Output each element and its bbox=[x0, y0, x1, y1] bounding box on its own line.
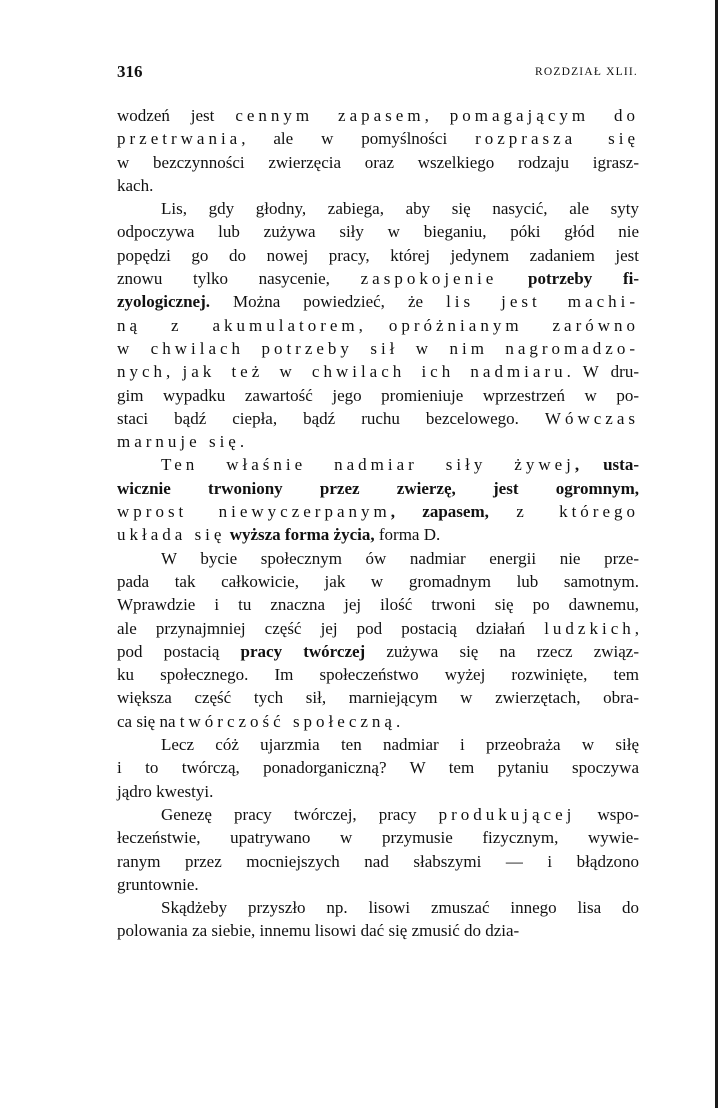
text-segment: rozprasza się bbox=[475, 129, 639, 149]
text-line bbox=[117, 430, 639, 453]
text-line bbox=[117, 663, 639, 686]
text-segment: ną z akumulatorem bbox=[117, 315, 359, 335]
text-segment: wicznie trwoniony przez zwierzę, jest ogromnym, bbox=[117, 478, 639, 498]
text-line bbox=[117, 151, 639, 174]
text-segment: Lecz cóż ujarzmia ten nadmiar i przeobraża w siłę bbox=[161, 735, 639, 755]
text-segment: potrzeby fi- bbox=[497, 269, 639, 289]
text-line bbox=[117, 337, 639, 360]
text-segment: w bezczynności zwierzęcia oraz wszelkiego rodzaju igrasz- bbox=[117, 152, 639, 172]
text-segment: ranym przez mocniejszych nad słabszymi — i błądzono bbox=[117, 851, 639, 871]
text-segment: pada tak całkowicie, jak w gromadnym lub samotnym. bbox=[117, 571, 639, 591]
text-line bbox=[117, 453, 639, 476]
text-line bbox=[117, 873, 639, 896]
text-segment: pracy twórczej bbox=[240, 641, 366, 661]
text-segment: Ten właśnie nadmiar siły żywej bbox=[161, 455, 575, 475]
text-segment: Lis, gdy głodny, zabiega, aby się nasycić, ale syty bbox=[161, 199, 639, 219]
text-segment: Genezę pracy twórczej, pracy bbox=[161, 804, 439, 824]
text-segment: , usta- bbox=[574, 455, 639, 475]
text-segment: w chwilach potrzeby sił w nim nagromadzo- bbox=[117, 338, 639, 358]
text-segment: , ale w pomyślności bbox=[241, 129, 476, 149]
text-segment: łeczeństwie, upatrywano w przymusie fizycznym, wywie- bbox=[117, 828, 639, 848]
text-segment: ca się na bbox=[117, 711, 180, 731]
text-segment: cennym zapasem bbox=[235, 106, 425, 125]
text-segment: Wprawdzie i tu znaczna jej ilość trwoni się po dawnemu, bbox=[117, 595, 639, 615]
text-segment: popędzi go do nowej pracy, której jedynem zadaniem jest bbox=[117, 245, 639, 265]
text-segment: wodzeń jest bbox=[117, 106, 236, 125]
text-segment: wprost niewyczerpanym bbox=[117, 502, 391, 522]
text-line bbox=[117, 896, 639, 919]
text-segment: gruntownie. bbox=[117, 874, 199, 894]
text-segment bbox=[489, 502, 516, 521]
text-line bbox=[117, 384, 639, 407]
text-line bbox=[117, 756, 639, 779]
text-line bbox=[117, 197, 639, 220]
text-line bbox=[117, 780, 639, 803]
text-line bbox=[117, 826, 639, 849]
text-segment: Wówczas bbox=[544, 408, 639, 428]
body-text bbox=[117, 104, 639, 943]
text-segment: , bbox=[634, 618, 639, 638]
text-segment: zaspokojenie bbox=[360, 269, 498, 289]
text-line bbox=[117, 733, 639, 756]
text-segment: gim wypadku zawartość jego promieniuje wprzestrzeń w po- bbox=[117, 385, 639, 405]
text-line bbox=[117, 500, 639, 523]
text-line bbox=[117, 244, 639, 267]
text-segment: układa się bbox=[117, 525, 226, 545]
text-line bbox=[117, 803, 639, 826]
text-line bbox=[117, 523, 639, 546]
text-segment: twórczość społeczną bbox=[179, 711, 396, 731]
text-segment: i to twórczą, ponadorganiczną? W tem pytaniu spoczywa bbox=[117, 758, 639, 778]
text-line bbox=[117, 220, 639, 243]
text-segment: zużywa się na rzecz związ- bbox=[365, 641, 640, 661]
text-segment: . bbox=[239, 432, 245, 452]
text-segment: opróżnianym zarówno bbox=[388, 315, 640, 335]
text-line bbox=[117, 127, 639, 150]
page-edge-line bbox=[715, 0, 718, 1108]
text-segment: . bbox=[395, 711, 401, 731]
text-line bbox=[117, 686, 639, 709]
text-line bbox=[117, 710, 639, 733]
text-segment: ludzkich bbox=[544, 618, 635, 638]
text-segment: przetrwania bbox=[117, 129, 242, 149]
text-segment: , bbox=[166, 362, 183, 382]
text-segment: jądro kwestyi. bbox=[117, 781, 214, 801]
page-number: 316 bbox=[117, 62, 143, 81]
text-line bbox=[117, 290, 639, 313]
running-head: ROZDZIAŁ XLII. bbox=[534, 66, 638, 78]
text-segment: z którego bbox=[516, 502, 640, 522]
text-segment: ku społecznego. Im społeczeństwo wyżej rozwinięte, tem bbox=[117, 665, 639, 685]
text-line bbox=[117, 850, 639, 873]
text-segment: znowu tylko nasycenie, bbox=[117, 269, 361, 289]
text-segment: ale przynajmniej część jej pod postacią działań bbox=[117, 618, 545, 638]
text-line bbox=[117, 547, 639, 570]
text-line bbox=[117, 174, 639, 197]
text-segment: jak też w chwilach ich nadmiaru bbox=[182, 362, 567, 382]
text-line bbox=[117, 267, 639, 290]
text-segment: staci bądź ciepła, bądź ruchu bezcelowego. bbox=[117, 408, 545, 428]
text-line bbox=[117, 570, 639, 593]
text-segment: . W dru- bbox=[566, 362, 639, 382]
text-line bbox=[117, 617, 639, 640]
text-segment: nych bbox=[117, 362, 167, 382]
text-line bbox=[117, 407, 639, 430]
text-segment: Można powiedzieć, że bbox=[210, 292, 447, 312]
text-segment: , zapasem, bbox=[390, 502, 489, 522]
text-segment: lis jest machi- bbox=[446, 292, 640, 312]
text-line bbox=[117, 593, 639, 616]
text-line bbox=[117, 477, 639, 500]
text-segment: polowania za siebie, innemu lisowi dać się zmusić do dzia- bbox=[117, 921, 520, 941]
text-line bbox=[117, 919, 639, 942]
text-segment: wyższa forma życia, bbox=[225, 525, 375, 545]
text-segment: Skądżeby przyszło np. lisowi zmuszać innego lisa do bbox=[161, 898, 639, 918]
text-segment: , bbox=[358, 315, 389, 335]
text-segment: marnuje się bbox=[117, 432, 240, 452]
text-segment: odpoczywa lub zużywa siły w bieganiu, póki głód nie bbox=[117, 222, 639, 242]
text-line bbox=[117, 360, 639, 383]
page-header bbox=[117, 62, 638, 86]
text-segment: W bycie społecznym ów nadmiar energii nie prze- bbox=[161, 548, 639, 568]
text-segment: pod postacią bbox=[117, 641, 241, 661]
text-segment: wspo- bbox=[575, 804, 640, 824]
text-segment: zyologicznej. bbox=[117, 292, 210, 312]
text-segment: forma D. bbox=[374, 525, 441, 545]
text-segment: , bbox=[424, 106, 450, 125]
text-segment: pomagającym do bbox=[449, 106, 639, 125]
text-segment: kach. bbox=[117, 175, 154, 195]
text-line bbox=[117, 104, 639, 127]
text-line bbox=[117, 640, 639, 663]
text-segment: większa część tych sił, marniejącym w zwierzętach, obra- bbox=[117, 688, 639, 708]
text-line bbox=[117, 314, 639, 337]
text-segment: produkującej bbox=[438, 804, 576, 824]
